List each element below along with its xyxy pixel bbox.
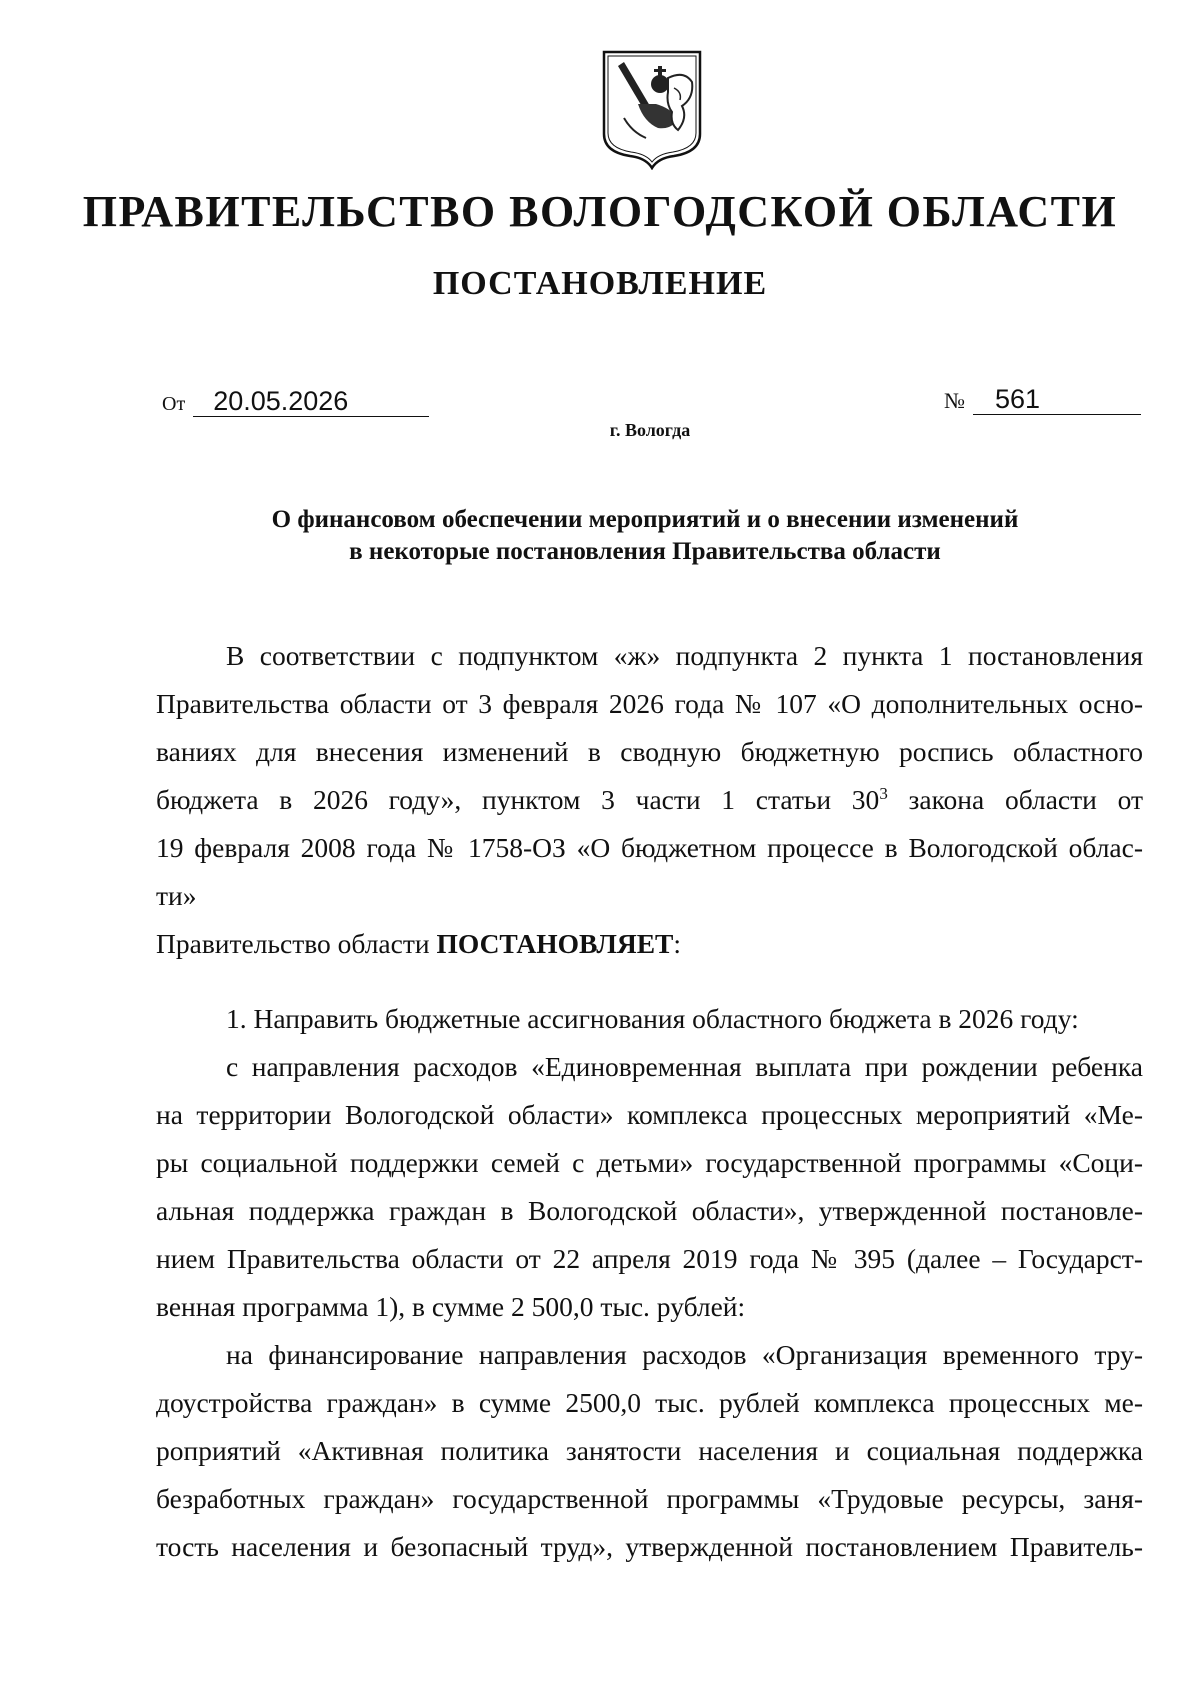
resolution-line bbox=[156, 920, 1143, 968]
resolution-keyword: ПОСТАНОВЛЯЕТ bbox=[436, 928, 674, 959]
document-type: ПОСТАНОВЛЕНИЕ bbox=[432, 265, 768, 302]
date-prefix: От bbox=[162, 393, 186, 415]
paragraph-line: безработных граждан» государственной программы «Трудовые ресурсы, заня- bbox=[156, 1483, 1143, 1514]
title-line-2: в некоторые постановления Правительства области bbox=[349, 538, 941, 565]
number-prefix: № bbox=[944, 388, 965, 413]
organization-name: ПРАВИТЕЛЬСТВО ВОЛОГОДСКОЙ ОБЛАСТИ bbox=[82, 187, 1118, 236]
paragraph-line: с направления расходов «Единовременная выплата при рождении ребенка bbox=[226, 1051, 1143, 1082]
paragraph-line: ры социальной поддержки семей с детьми» государственной программы «Соци- bbox=[156, 1147, 1143, 1178]
superscript: 3 bbox=[879, 783, 888, 803]
paragraph-line: венная программа 1), в сумме 2 500,0 тыс. рублей: bbox=[156, 1291, 746, 1322]
paragraph-line: на территории Вологодской области» комплекса процессных мероприятий «Ме- bbox=[156, 1099, 1143, 1130]
city-label: г. Вологда bbox=[609, 420, 691, 440]
coat-of-arms-emblem bbox=[598, 48, 706, 170]
date-field bbox=[162, 386, 429, 417]
paragraph-line: роприятий «Активная политика занятости населения и социальная поддержка bbox=[156, 1435, 1143, 1466]
title-line-1: О финансовом обеспечении мероприятий и о внесении изменений bbox=[271, 506, 1019, 533]
paragraph-line: альная поддержка граждан в Вологодской области», утвержденной постановле- bbox=[156, 1195, 1143, 1226]
paragraph-line: нием Правительства области от 22 апреля 2019 года № 395 (далее – Государст- bbox=[156, 1243, 1143, 1274]
preamble-line: 19 февраля 2008 года № 1758-ОЗ «О бюджетном процессе в Вологодской облас- bbox=[156, 832, 1143, 863]
paragraph-line: доустройства граждан» в сумме 2500,0 тыс. рублей комплекса процессных ме- bbox=[156, 1387, 1143, 1418]
number-value: 561 bbox=[973, 384, 1141, 415]
preamble-line bbox=[156, 776, 1143, 824]
number-field bbox=[944, 384, 1141, 415]
document-title bbox=[0, 504, 1200, 568]
date-value: 20.05.2026 bbox=[193, 386, 429, 417]
paragraph-line: на финансирование направления расходов «Организация временного тру- bbox=[226, 1339, 1143, 1370]
preamble-text: бюджета в 2026 году», пунктом 3 части 1 статьи 30 bbox=[156, 784, 880, 815]
preamble-line: Правительства области от 3 февраля 2026 года № 107 «О дополнительных осно- bbox=[156, 688, 1143, 719]
document-body bbox=[156, 632, 1143, 1571]
preamble-line: ти» bbox=[156, 880, 197, 911]
resolution-colon: : bbox=[673, 928, 682, 959]
item-1-heading: 1. Направить бюджетные ассигнования областного бюджета в 2026 году: bbox=[226, 1003, 1079, 1034]
preamble-line: В соответствии с подпунктом «ж» подпункта 2 пункта 1 постановления bbox=[226, 640, 1143, 671]
resolution-text: Правительство области bbox=[156, 928, 437, 959]
paragraph-line: тость населения и безопасный труд», утвержденной постановлением Правитель- bbox=[156, 1531, 1143, 1562]
preamble-line: ваниях для внесения изменений в сводную бюджетную роспись областного bbox=[156, 736, 1143, 767]
preamble-text: закона области от bbox=[887, 784, 1143, 815]
